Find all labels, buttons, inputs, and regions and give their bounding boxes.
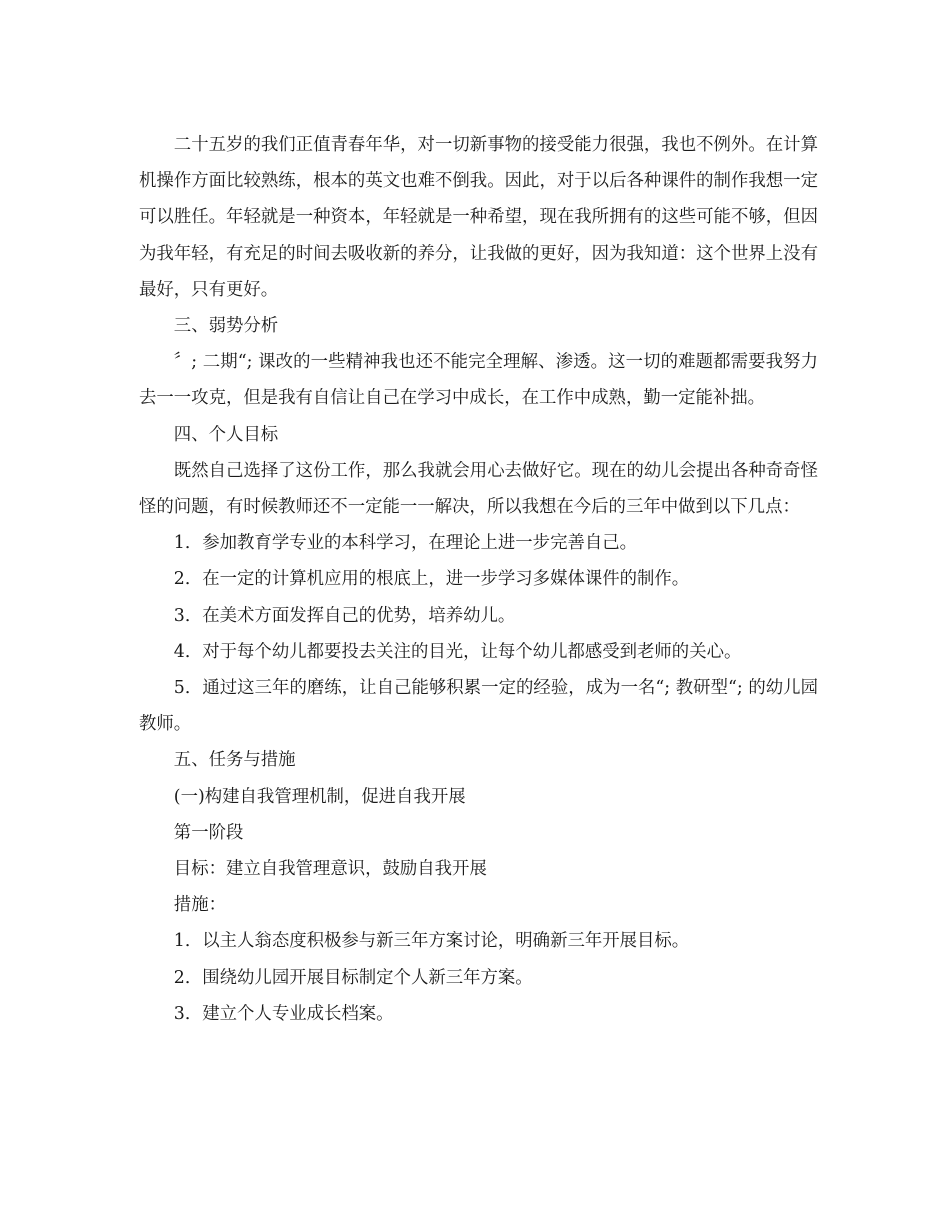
goal-item-1: 1．参加教育学专业的本科学习，在理论上进一步完善自己。: [173, 533, 638, 554]
heading-tasks-measures: 五、任务与措施: [173, 750, 296, 771]
paragraph-weakness-text: 〞; 二期“; 课改的一些精神我也还不能完全理解、渗透。这一切的难题都需要我努力去一一攻克，但是我有自信让自己在学习中成长，在工作中成熟，勤一定能补拙。: [139, 352, 818, 409]
goal-item-5: 5．通过这三年的磨练，让自己能够积累一定的经验，成为一名“; 教研型“; 的幼儿园教师。: [139, 678, 818, 735]
goal-item-4: 4．对于每个幼儿都要投去关注的目光，让每个幼儿都感受到老师的关心。: [173, 641, 742, 662]
measures-label: 措施：: [173, 895, 226, 916]
paragraph-goals-intro: 既然自己选择了这份工作，那么我就会用心去做好它。现在的幼儿会提出各种奇奇怪怪的问题，有时候教师还不一定能一一解决，所以我想在今后的三年中做到以下几点：: [139, 460, 818, 518]
subheading-self-management: (一)构建自我管理机制，促进自我开展: [173, 786, 466, 807]
goal-item-2: 2．在一定的计算机应用的根底上，进一步学习多媒体课件的制作。: [173, 569, 690, 590]
measure-item-3: 3．建立个人专业成长档案。: [173, 1003, 394, 1024]
subheading-phase-one: 第一阶段: [173, 822, 244, 843]
phase-one-goal: 目标：建立自我管理意识，鼓励自我开展: [173, 859, 487, 880]
measure-item-1: 1．以主人翁态度积极参与新三年方案讨论，明确新三年开展目标。: [173, 931, 690, 952]
heading-weakness-analysis: 三、弱势分析: [173, 316, 279, 337]
paragraph-strengths-text: 二十五岁的我们正值青春年华，对一切新事物的接受能力很强，我也不例外。在计算机操作方面比较熟练，根本的英文也难不倒我。因此，对于以后各种课件的制作我想一定可以胜任。年轻就是一种资本，年轻就是一种希望，现在我所拥有的这些可能不够，但因为我年轻，有充足的时间去吸收新的养分，让我做的更好，因为我知道：这个世界上没有最好，只有更好。: [139, 135, 818, 300]
measure-item-2: 2．围绕幼儿园开展目标制定个人新三年方案。: [173, 967, 533, 988]
goal-item-3: 3．在美术方面发挥自己的优势，培养幼儿。: [173, 605, 516, 626]
document-body: [139, 127, 818, 1032]
heading-personal-goals: 四、个人目标: [173, 424, 279, 445]
